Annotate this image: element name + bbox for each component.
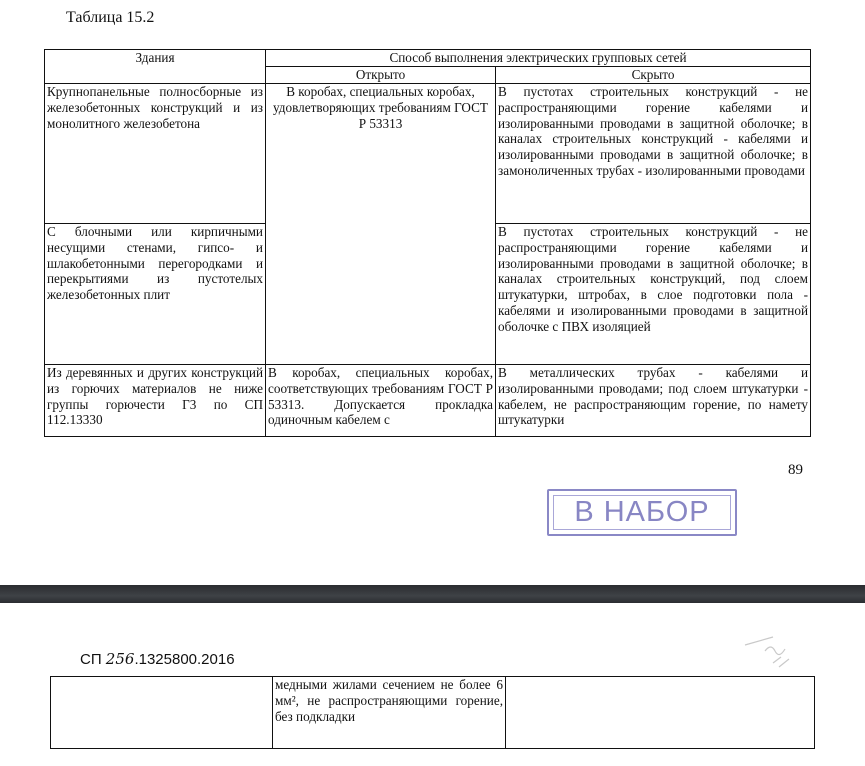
table-cell-open-merged: В коробах, специальных коробах, удовлетворяющих требованиям ГОСТ Р 53313 bbox=[266, 84, 496, 365]
table-cell-building-1: Крупнопанельные полносборные из железобетонных конструкций и из монолитного железобетона bbox=[45, 84, 266, 224]
wiring-methods-table bbox=[44, 49, 811, 437]
stamp-text: В НАБОР bbox=[574, 496, 710, 528]
table-cell-cont-hidden bbox=[506, 677, 815, 749]
table-cell-cont-building bbox=[51, 677, 273, 749]
table-cell-building-3: Из деревянных и других конструкций из горючих материалов не ниже группы горючести Г3 по СП 112.13330 bbox=[45, 365, 266, 437]
table-cell-hidden-1: В пустотах строительных конструкций - не распространяющими горение кабелями и изолированными проводами в защитной оболочке; в каналах строительных конструкций - кабелями и изолированными проводами в защитной оболочке; в замоноличенных трубах - изолированными проводами bbox=[496, 84, 811, 224]
page-divider bbox=[0, 585, 865, 603]
header-buildings: Здания bbox=[45, 50, 266, 84]
table-cell-cont-open: медными жилами сечением не более 6 мм², не распространяющими горение, без подкладки bbox=[273, 677, 506, 749]
header-method: Способ выполнения электрических групповых сетей bbox=[266, 50, 811, 67]
document-code bbox=[80, 650, 235, 668]
table-cell-open-3: В коробах, специальных коробах, соответствующих требованиям ГОСТ Р 53313. Допускается прокладка одиночным кабелем с bbox=[266, 365, 496, 437]
document-code-suffix: .1325800.2016 bbox=[134, 651, 235, 668]
table-caption: Таблица 15.2 bbox=[66, 9, 155, 26]
document-code-prefix: СП bbox=[80, 651, 102, 668]
document-code-handwritten: 256 bbox=[105, 650, 135, 668]
wiring-methods-table-continued bbox=[50, 676, 815, 749]
header-hidden: Скрыто bbox=[496, 67, 811, 84]
page-number: 89 bbox=[788, 462, 803, 478]
table-cell-building-2: С блочными или кирпичными несущими стенами, гипсо- и шлакобетонными перегородками и перекрытиями из пустотелых железобетонных плит bbox=[45, 224, 266, 365]
stamp bbox=[547, 489, 737, 536]
document-page-bottom bbox=[0, 603, 865, 766]
table-cell-hidden-2: В пустотах строительных конструкций - не распространяющими горение кабелями и изолированными проводами в защитной оболочке; в каналах строительных конструкций, под слоем штукатурки, штробах, в слое подготовки пола - кабелями и изолированными проводами в защитной оболочке с ПВХ изоляцией bbox=[496, 224, 811, 365]
pencil-scribble-icon bbox=[735, 623, 805, 683]
header-open: Открыто bbox=[266, 67, 496, 84]
table-cell-hidden-3: В металлических трубах - кабелями и изолированными проводами; под слоем штукатурки - кабелем, не распространяющим горение, по намету штукатурки bbox=[496, 365, 811, 437]
